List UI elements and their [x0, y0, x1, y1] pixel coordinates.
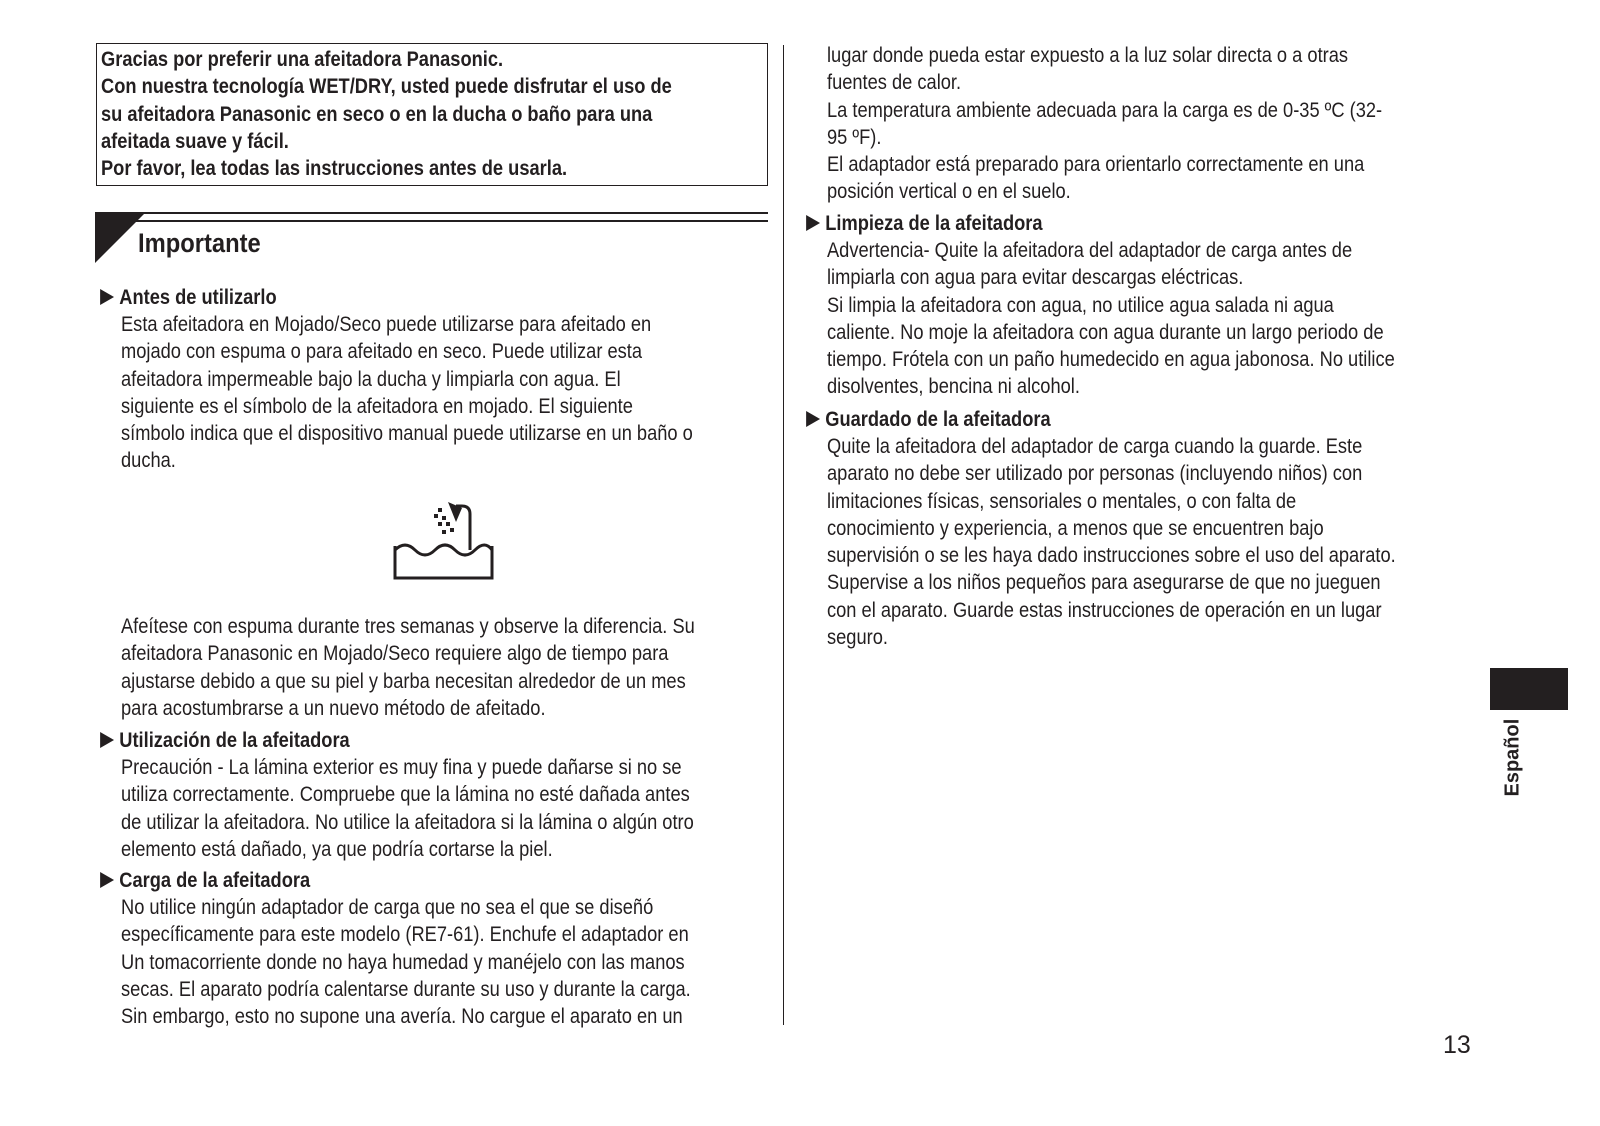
text-line: conocimiento y experiencia, a menos que se encuentren bajo — [827, 516, 1324, 540]
text-line: siguiente es el símbolo de la afeitadora en mojado. El siguiente — [121, 394, 633, 418]
bath-shower-icon — [390, 500, 498, 584]
subheading-antes — [121, 284, 277, 311]
text-line: afeitada suave y fácil. — [101, 129, 289, 153]
text-line: fuentes de calor. — [827, 71, 962, 95]
text-line: elemento está dañado, ya que podría cortarse la piel. — [121, 837, 553, 861]
text-line: caliente. No moje la afeitadora con agua durante un largo periodo de — [827, 320, 1384, 344]
text-line: con el aparato. Guarde estas instrucciones de operación en un lugar — [827, 598, 1382, 622]
text-line: Supervise a los niños pequeños para asegurarse de que no jueguen — [827, 571, 1381, 595]
text-line: Sin embargo, esto no supone una avería. No cargue el aparato en un — [121, 1005, 683, 1029]
text-line: Advertencia- Quite la afeitadora del adaptador de carga antes de — [827, 239, 1353, 262]
carga-text — [121, 894, 691, 1030]
heading-rule-bottom — [95, 220, 768, 222]
text-line: su afeitadora Panasonic en seco o en la ducha o baño para una — [101, 102, 653, 126]
subheading-text: Utilización de la afeitadora — [119, 729, 350, 752]
text-line: Gracias por preferir una afeitadora Panasonic. — [101, 48, 504, 71]
text-line: utiliza correctamente. Compruebe que la lámina no esté dañada antes — [121, 783, 690, 807]
text-line: afeitadora impermeable bajo la ducha y limpiarla con agua. El — [121, 367, 621, 391]
text-line: Afeítese con espuma durante tres semanas y observe la diferencia. Su — [121, 615, 695, 638]
section-heading: Importante — [138, 228, 261, 258]
language-tab-label: Español — [1501, 718, 1524, 797]
text-line: mojado con espuma o para afeitado en seco. Puede utilizar esta — [121, 340, 643, 364]
carga-continued-text — [827, 42, 1382, 206]
guardado-text — [827, 433, 1396, 651]
text-line: seguro. — [827, 626, 888, 650]
text-line: 95 ºF). — [827, 125, 882, 149]
intro-text — [101, 46, 672, 182]
page-number: 13 — [1443, 1031, 1471, 1059]
text-line: Con nuestra tecnología WET/DRY, usted puede disfrutar el uso de — [101, 75, 672, 99]
uso-text — [121, 754, 694, 863]
subheading-text: Antes de utilizarlo — [119, 286, 277, 309]
subheading-uso — [121, 727, 350, 754]
text-line: Quite la afeitadora del adaptador de carga cuando la guarde. Este — [827, 435, 1363, 458]
text-line: La temperatura ambiente adecuada para la carga es de 0-35 ºC (32- — [827, 98, 1383, 122]
arrow-icon — [806, 411, 820, 427]
text-line: tiempo. Frótela con un paño humedecido en agua jabonosa. No utilice — [827, 348, 1395, 372]
subheading-carga — [121, 867, 310, 894]
language-tab — [1490, 668, 1568, 710]
subheading-text: Limpieza de la afeitadora — [825, 212, 1043, 235]
text-line: para acostumbrarse a un nuevo método de afeitado. — [121, 696, 546, 720]
arrow-icon — [806, 215, 820, 231]
text-line: limitaciones físicas, sensoriales o mentales, o con falta de — [827, 489, 1297, 513]
text-line: No utilice ningún adaptador de carga que no sea el que se diseñó — [121, 896, 654, 919]
antes-text — [121, 311, 693, 475]
heading-rule-top — [95, 212, 768, 214]
text-line: El adaptador está preparado para orientarlo correctamente en una — [827, 153, 1365, 177]
subheading-text: Guardado de la afeitadora — [825, 408, 1051, 431]
text-line: de utilizar la afeitadora. No utilice la afeitadora si la lámina o algún otro — [121, 810, 694, 834]
text-line: lugar donde pueda estar expuesto a la luz solar directa o a otras — [827, 44, 1349, 67]
text-line: disolventes, bencina ni alcohol. — [827, 375, 1080, 399]
column-divider — [783, 45, 784, 1025]
arrow-icon — [100, 289, 114, 305]
text-line: afeitadora Panasonic en Mojado/Seco requiere algo de tiempo para — [121, 642, 669, 666]
text-line: limpiarla con agua para evitar descargas eléctricas. — [827, 266, 1244, 290]
text-line: secas. El aparato podría calentarse durante su uso y durante la carga. — [121, 977, 691, 1001]
subheading-guardado — [827, 406, 1051, 433]
antes-after-text — [121, 613, 695, 722]
text-line: específicamente para este modelo (RE7-61). Enchufe el adaptador en — [121, 923, 689, 947]
text-line: Precaución - La lámina exterior es muy fina y puede dañarse si no se — [121, 756, 682, 779]
text-line: Por favor, lea todas las instrucciones antes de usarla. — [101, 157, 568, 181]
text-line: aparato no debe ser utilizado por personas (incluyendo niños) con — [827, 462, 1363, 486]
subheading-text: Carga de la afeitadora — [119, 869, 311, 892]
text-line: posición vertical o en el suelo. — [827, 180, 1071, 204]
subheading-limpieza — [827, 210, 1043, 237]
text-line: ducha. — [121, 449, 176, 473]
limpieza-text — [827, 237, 1395, 401]
text-line: Si limpia la afeitadora con agua, no utilice agua salada ni agua — [827, 293, 1334, 317]
text-line: símbolo indica que el dispositivo manual puede utilizarse en un baño o — [121, 422, 693, 446]
text-line: supervisión o se les haya dado instrucciones sobre el uso del aparato. — [827, 544, 1396, 568]
arrow-icon — [100, 872, 114, 888]
text-line: ajustarse debido a que su piel y barba necesitan alrededor de un mes — [121, 669, 686, 693]
text-line: Un tomacorriente donde no haya humedad y manéjelo con las manos — [121, 950, 685, 974]
arrow-icon — [100, 732, 114, 748]
text-line: Esta afeitadora en Mojado/Seco puede utilizarse para afeitado en — [121, 313, 652, 336]
